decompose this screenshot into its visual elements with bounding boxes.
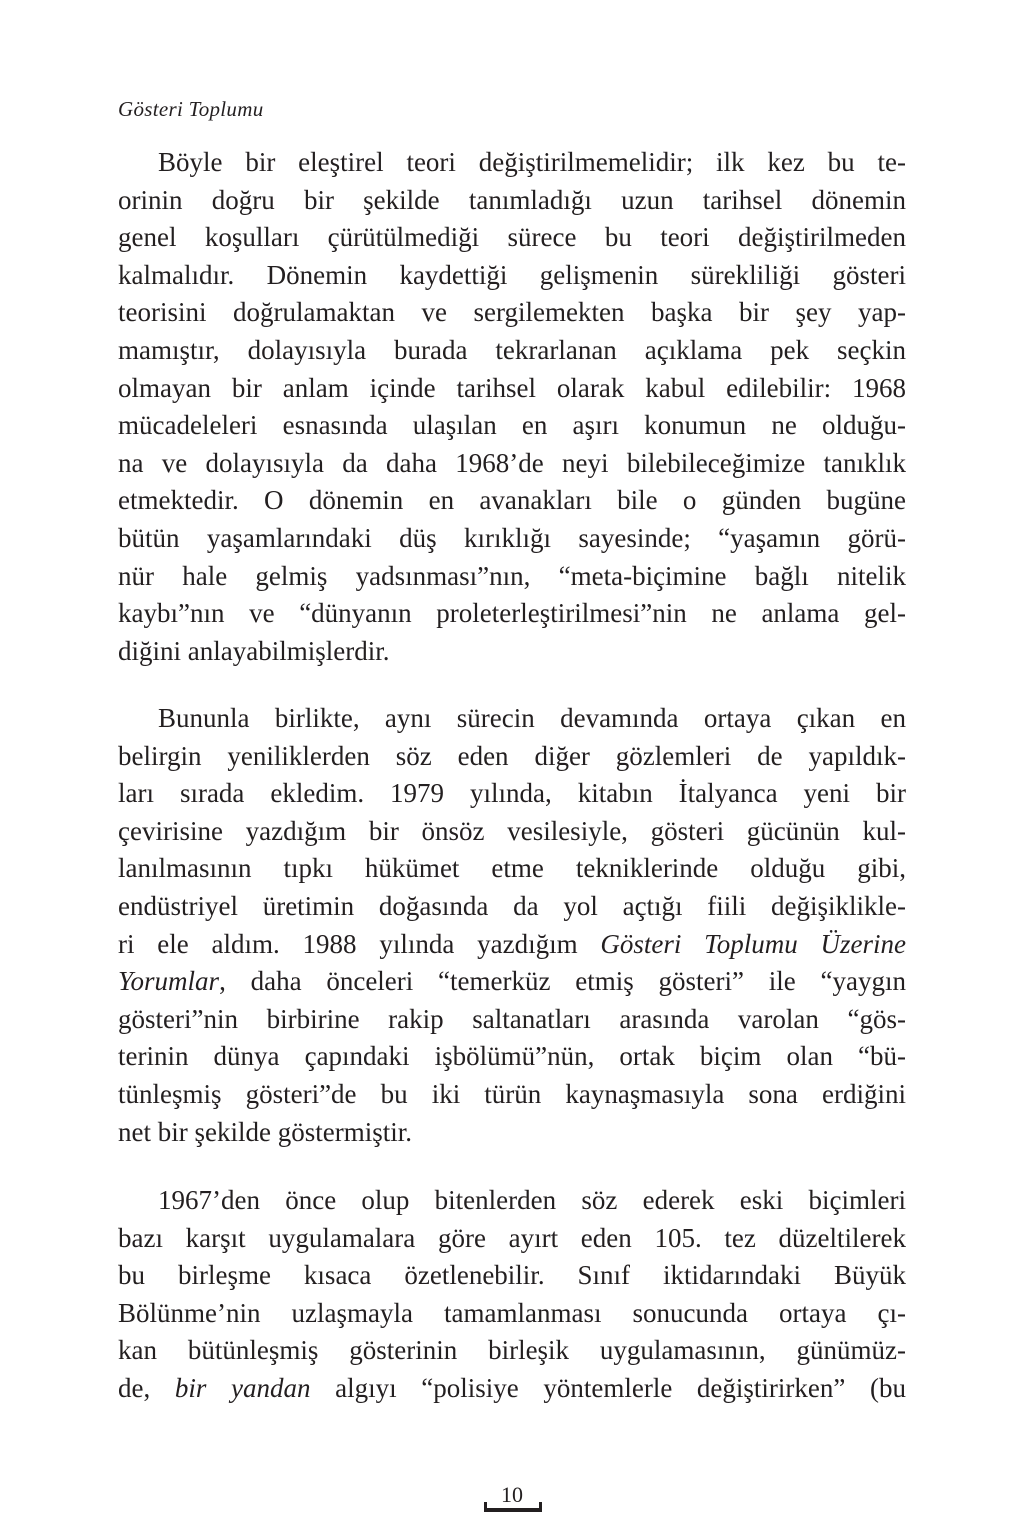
book-title-italic: Gösteri Toplumu Üzerine	[600, 928, 906, 959]
text-line: kaybı”nın ve “dünyanın proleterleştirilmesi”nin ne anlama gel-	[118, 598, 906, 629]
text-line: nür hale gelmiş yadsınması”nın, “meta-biçimine bağlı nitelik	[118, 560, 906, 591]
text-line	[118, 1370, 906, 1408]
book-title-italic: Yorumlar	[118, 966, 220, 997]
text-line: bu birleşme kısaca özetlenebilir. Sınıf iktidarındaki Büyük	[118, 1260, 906, 1291]
text-line: Bölünme’nin uzlaşmayla tamamlanması sonucunda ortaya çı-	[118, 1297, 906, 1328]
text-line	[118, 926, 906, 964]
text-line: diğini anlayabilmişlerdir.	[118, 635, 390, 666]
text-line: etmektedir. O dönemin en avanakları bile o günden bugüne	[118, 485, 906, 516]
text-line: bazı karşıt uygulamalara göre ayırt eden 105. tez düzeltilerek	[118, 1222, 906, 1253]
text-run: ri ele aldım. 1988 yılında yazdığım	[118, 928, 601, 959]
text-line: genel koşulları çürütülmediği sürece bu teori değiştirilmeden	[118, 222, 906, 253]
text-line: kan bütünleşmiş gösterinin birleşik uygulamasının, günümüz-	[118, 1335, 906, 1366]
text-run: , daha önceleri “temerküz etmiş gösteri” ile “yaygın	[219, 966, 906, 997]
text-line: mücadeleleri esnasında ulaşılan en aşırı konumun ne olduğu-	[118, 410, 906, 441]
text-run: de,	[118, 1372, 175, 1403]
text-line: tünleşmiş gösteri”de bu iki türün kaynaşmasıyla sona erdiğini	[118, 1078, 906, 1109]
text-line: endüstriyel üretimin doğasında da yol açtığı fiili değişiklikle-	[118, 890, 906, 921]
text-run: algıyı “polisiye yöntemlerle değiştirirken” (bu	[310, 1372, 907, 1403]
running-head: Gösteri Toplumu	[118, 97, 264, 121]
text-line: Böyle bir eleştirel teori değiştirilmemelidir; ilk kez bu te-	[158, 147, 906, 177]
text-line: teorisini doğrulamaktan ve sergilemekten başka bir şey yap-	[118, 297, 906, 328]
text-line	[118, 963, 906, 1001]
text-line: olmayan bir anlam içinde tarihsel olarak kabul edilebilir: 1968	[118, 372, 906, 403]
text-line: gösteri”nin birbirine rakip saltanatları arasında varolan “gös-	[118, 1003, 906, 1034]
text-line: 1967’den önce olup bitenlerden söz ederek eski biçimleri	[158, 1185, 906, 1215]
page-number-rule	[484, 1508, 542, 1512]
text-line: ları sırada ekledim. 1979 yılında, kitabın İtalyanca yeni bir	[118, 778, 906, 809]
text-line: terinin dünya çapındaki işbölümü”nün, ortak biçim olan “bü-	[118, 1041, 906, 1072]
page-footer	[0, 1482, 1024, 1508]
paragraph-1	[118, 144, 906, 670]
text-line: belirgin yeniliklerden söz eden diğer gözlemleri de yapıldık-	[118, 740, 906, 771]
text-line: çevirisine yazdığım bir önsöz vesilesiyle, gösteri gücünün kul-	[118, 815, 906, 846]
text-line: na ve dolayısıyla da daha 1968’de neyi bilebileceğimize tanıklık	[118, 447, 906, 478]
text-line: Bununla birlikte, aynı sürecin devamında ortaya çıkan en	[158, 703, 906, 733]
paragraph-2	[118, 700, 906, 1151]
text-line: net bir şekilde göstermiştir.	[118, 1116, 412, 1147]
page-number: 10	[501, 1482, 523, 1507]
text-line: orinin doğru bir şekilde tanımladığı uzun tarihsel dönemin	[118, 184, 906, 215]
emphasis-italic: bir yandan	[174, 1372, 311, 1403]
text-line: kalmalıdır. Dönemin kaydettiği gelişmenin sürekliliği gösteri	[118, 259, 906, 290]
text-line: lanılmasının tıpkı hükümet etme tekniklerinde olduğu gibi,	[118, 853, 906, 884]
paragraph-3	[118, 1182, 906, 1408]
text-line: mamıştır, dolayısıyla burada tekrarlanan açıklama pek seçkin	[118, 334, 906, 365]
text-line: bütün yaşamlarındaki düş kırıklığı sayesinde; “yaşamın görü-	[118, 522, 906, 553]
